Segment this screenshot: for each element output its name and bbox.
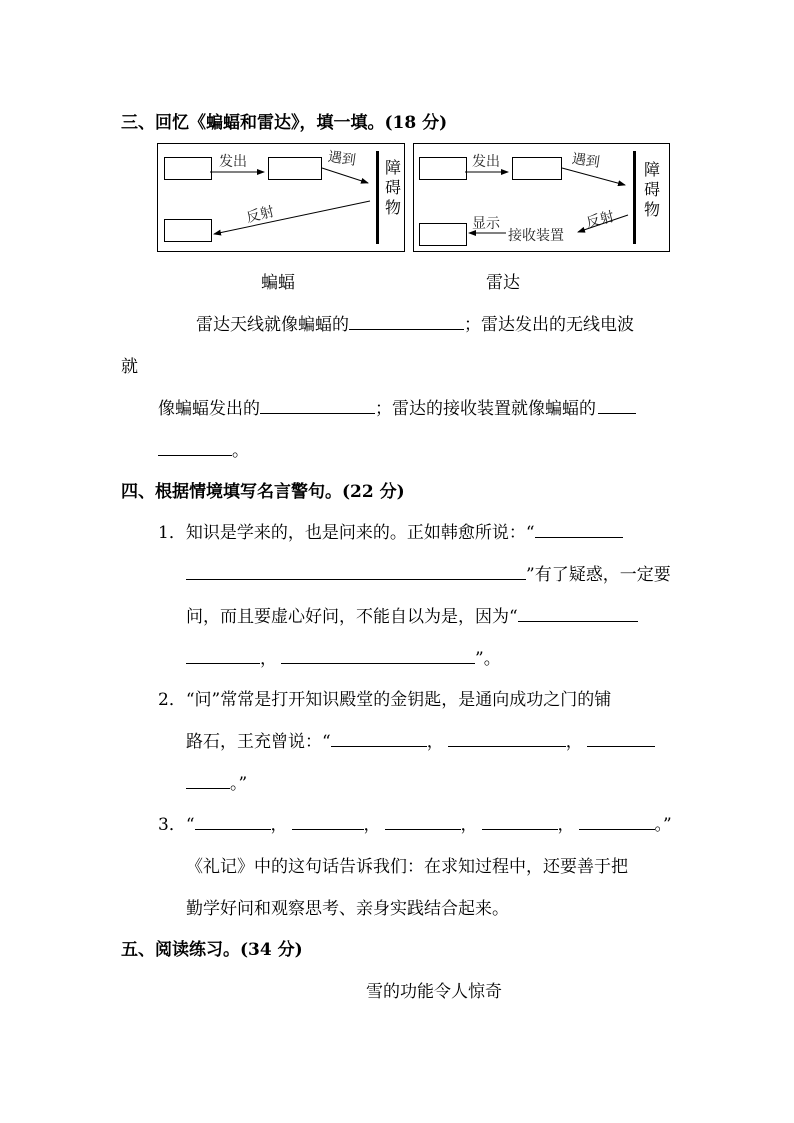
radar-obstacle-label: 障 碍 物 — [643, 160, 660, 219]
q3-blank-5[interactable] — [579, 813, 655, 830]
section4-heading: 四、根据情境填写名言警句。(22 分) — [121, 482, 405, 502]
q1-line1: 1．知识是学来的，也是问来的。正如韩愈所说：“ — [158, 518, 623, 543]
q3-line2: 《礼记》中的这句话告诉我们：在求知过程中，还要善于把 — [186, 857, 628, 877]
blank-1[interactable] — [349, 313, 464, 330]
q3-blank-2[interactable] — [292, 813, 364, 830]
q1-blank-2-cont[interactable] — [186, 647, 260, 664]
radar-reflect-arrow — [578, 215, 628, 232]
q2-line1: 2．“问”常常是打开知识殿堂的金钥匙，是通向成功之门的铺 — [158, 690, 612, 710]
radar-emit-label: 发出 — [472, 154, 500, 170]
radar-reflect-label: 反射 — [584, 208, 616, 232]
blank-3[interactable] — [598, 397, 636, 414]
bat-emit-label: 发出 — [219, 154, 247, 170]
q1-line4: ， ”。 — [186, 644, 501, 669]
q1-blank-2[interactable] — [518, 605, 638, 622]
q1-blank-3[interactable] — [281, 647, 475, 664]
bat-reflect-arrow — [214, 201, 370, 234]
section3-line1: 雷达天线就像蝙蝠的 ；雷达发出的无线电波 — [196, 315, 634, 335]
blank-3-cont[interactable] — [158, 439, 232, 456]
section3-line4: 。 — [158, 436, 249, 461]
radar-display-label: 显示 — [472, 216, 500, 232]
section3-line2: 就 — [121, 357, 138, 377]
q2-blank-3[interactable] — [587, 730, 655, 747]
section3-line3: 像蝙蝠发出的 ；雷达的接收装置就像蝙蝠的 — [158, 394, 636, 419]
q2-line2: 路石，王充曾说：“ ， ， — [186, 727, 655, 752]
q1-blank-1[interactable] — [535, 521, 623, 538]
q2-blank-1[interactable] — [331, 730, 427, 747]
q1-blank-1-cont[interactable] — [186, 563, 526, 580]
q1-line3: 问，而且要虚心好问，不能自以为是，因为“ — [186, 602, 638, 627]
q2-blank-3-cont[interactable] — [186, 772, 230, 789]
bat-reflect-label: 反射 — [244, 203, 276, 227]
article-title: 雪的功能令人惊奇 — [366, 982, 502, 1002]
bat-meet-label: 遇到 — [326, 149, 357, 169]
radar-caption: 雷达 — [486, 273, 520, 293]
q3-line1: 3．“ ， ， ， ， 。” — [158, 815, 672, 835]
bat-obstacle-label: 障 碍 物 — [384, 158, 401, 217]
q3-blank-1[interactable] — [195, 813, 271, 830]
radar-receiver-label: 接收装置 — [508, 228, 564, 244]
section3-heading: 三、回忆《蝙蝠和雷达》，填一填。(18 分) — [121, 113, 448, 133]
section5-heading: 五、阅读练习。(34 分) — [121, 940, 303, 960]
bat-caption: 蝙蝠 — [261, 273, 295, 293]
bat-meet-arrow — [322, 168, 368, 183]
q2-blank-2[interactable] — [448, 730, 566, 747]
q2-line3: 。” — [186, 769, 247, 794]
q1-line2: ”有了疑惑，一定要 — [186, 560, 671, 585]
q3-line3: 勤学好问和观察思考、亲身实践结合起来。 — [186, 899, 509, 919]
q3-blank-3[interactable] — [385, 813, 461, 830]
radar-meet-label: 遇到 — [570, 151, 601, 171]
blank-2[interactable] — [260, 397, 375, 414]
radar-meet-arrow — [562, 168, 625, 185]
q3-blank-4[interactable] — [482, 813, 558, 830]
